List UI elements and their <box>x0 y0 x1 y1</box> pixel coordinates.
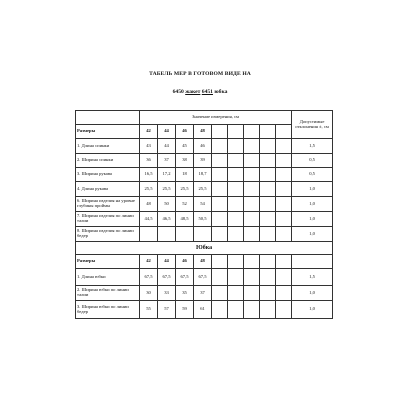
row-label: 1. Длина юбки <box>76 269 140 286</box>
empty-cell <box>212 286 228 301</box>
empty-cell <box>228 168 244 182</box>
skirt-sizes-row <box>76 255 333 269</box>
row-label: 7. Ширина изделия по линии талии <box>76 212 140 227</box>
empty-cell <box>244 197 260 212</box>
jacket-row <box>76 212 333 227</box>
tolerance-header: Допустимые отклонения ±, см <box>292 111 333 139</box>
value-cell: 55 <box>140 301 158 319</box>
empty-cell <box>244 168 260 182</box>
empty-cell <box>276 197 292 212</box>
value-cell: 45 <box>176 139 194 154</box>
row-label: 4. Длина рукава <box>76 182 140 197</box>
empty-cell <box>244 182 260 197</box>
skirt-size-cell: 46 <box>176 255 194 269</box>
jacket-row <box>76 197 333 212</box>
value-cell: 35 <box>176 286 194 301</box>
header-empty-cell <box>76 111 140 125</box>
value-cell: 37 <box>194 286 212 301</box>
empty-cell <box>228 212 244 227</box>
empty-cell <box>244 125 260 139</box>
empty-cell <box>212 197 228 212</box>
value-cell <box>194 227 212 242</box>
value-cell: 67,5 <box>176 269 194 286</box>
value-cell: 16,5 <box>140 168 158 182</box>
empty-cell <box>276 154 292 168</box>
empty-cell <box>212 227 228 242</box>
empty-cell <box>244 286 260 301</box>
skirt-row <box>76 269 333 286</box>
value-cell: 46 <box>194 139 212 154</box>
value-cell: 37 <box>158 154 176 168</box>
model-jacket-number: 6450 <box>172 89 184 95</box>
empty-cell <box>228 269 244 286</box>
value-cell: 48,5 <box>176 212 194 227</box>
empty-cell <box>212 125 228 139</box>
tolerance-cell: 1,0 <box>292 212 333 227</box>
empty-cell <box>260 182 276 197</box>
value-cell: 25,5 <box>140 182 158 197</box>
empty-cell <box>212 182 228 197</box>
tolerance-cell: 1,5 <box>292 269 333 286</box>
value-cell <box>158 227 176 242</box>
value-cell: 67,5 <box>158 269 176 286</box>
tolerance-cell: 1,0 <box>292 227 333 242</box>
value-cell: 18,7 <box>194 168 212 182</box>
measurements-table <box>75 110 333 319</box>
empty-cell <box>260 125 276 139</box>
skirt-row <box>76 301 333 319</box>
empty-cell <box>228 125 244 139</box>
value-cell: 38 <box>176 154 194 168</box>
empty-cell <box>260 301 276 319</box>
empty-cell <box>276 182 292 197</box>
empty-cell <box>228 227 244 242</box>
empty-cell <box>244 255 260 269</box>
value-cell: 48 <box>140 197 158 212</box>
value-cell: 39 <box>194 154 212 168</box>
jacket-size-cell: 46 <box>176 125 194 139</box>
value-cell <box>140 227 158 242</box>
skirt-section-row <box>76 242 333 255</box>
empty-cell <box>212 269 228 286</box>
empty-cell <box>212 255 228 269</box>
empty-cell <box>276 255 292 269</box>
document-title: ТАБЕЛЬ МЕР В ГОТОВОМ ВИДЕ НА <box>149 71 251 77</box>
value-cell: 67,5 <box>194 269 212 286</box>
empty-cell <box>228 139 244 154</box>
jacket-row <box>76 154 333 168</box>
empty-cell <box>228 197 244 212</box>
value-cell: 25,5 <box>158 182 176 197</box>
model-skirt-number: 6451 <box>201 89 213 95</box>
value-cell: 30 <box>140 286 158 301</box>
value-cell: 36 <box>140 154 158 168</box>
empty-cell <box>260 154 276 168</box>
value-cell: 54 <box>194 197 212 212</box>
jacket-sizes-label: Размеры <box>76 125 140 139</box>
empty-cell <box>212 168 228 182</box>
row-label: 2. Ширина юбки по линии талии <box>76 286 140 301</box>
empty-cell <box>212 301 228 319</box>
row-label: 8. Ширина изделия по линии бедер <box>76 227 140 242</box>
empty-cell <box>244 139 260 154</box>
row-label: 1. Длина спинки <box>76 139 140 154</box>
empty-cell <box>244 269 260 286</box>
skirt-section-title: Юбка <box>76 242 333 255</box>
empty-cell <box>244 227 260 242</box>
empty-cell <box>244 301 260 319</box>
empty-cell <box>212 212 228 227</box>
value-cell: 25,5 <box>176 182 194 197</box>
value-cell: 33 <box>158 286 176 301</box>
jacket-row <box>76 182 333 197</box>
row-label: 2. Ширина спинки <box>76 154 140 168</box>
empty-cell <box>276 269 292 286</box>
empty-cell <box>276 301 292 319</box>
value-cell <box>176 227 194 242</box>
empty-cell <box>276 139 292 154</box>
document-subtitle <box>0 89 400 95</box>
jacket-size-cell: 44 <box>158 125 176 139</box>
empty-cell <box>276 286 292 301</box>
model-skirt-label: юбка <box>214 89 228 95</box>
tolerance-cell: 1,0 <box>292 182 333 197</box>
empty-cell <box>276 227 292 242</box>
empty-cell <box>260 197 276 212</box>
empty-cell <box>244 212 260 227</box>
value-cell: 25,5 <box>194 182 212 197</box>
value-cell: 43 <box>140 139 158 154</box>
empty-cell <box>228 301 244 319</box>
value-cell: 61 <box>194 301 212 319</box>
measurements-body <box>76 111 333 319</box>
jacket-row <box>76 139 333 154</box>
empty-cell <box>260 286 276 301</box>
empty-cell <box>228 154 244 168</box>
empty-cell <box>276 168 292 182</box>
skirt-size-cell: 44 <box>158 255 176 269</box>
jacket-row <box>76 227 333 242</box>
empty-cell <box>276 125 292 139</box>
skirt-size-cell: 42 <box>140 255 158 269</box>
model-jacket-label: жакет <box>185 89 201 95</box>
value-cell: 57 <box>158 301 176 319</box>
tolerance-cell: 1,0 <box>292 301 333 319</box>
empty-cell <box>260 227 276 242</box>
empty-cell <box>260 255 276 269</box>
jacket-row <box>76 168 333 182</box>
value-cell: 50 <box>158 197 176 212</box>
measure-value-header: Значение измерения, см <box>140 111 292 125</box>
empty-cell <box>260 139 276 154</box>
jacket-size-cell: 42 <box>140 125 158 139</box>
empty-cell <box>260 168 276 182</box>
empty-cell <box>228 255 244 269</box>
empty-cell <box>212 139 228 154</box>
empty-cell <box>260 212 276 227</box>
value-cell: 52 <box>176 197 194 212</box>
value-cell: 67,5 <box>140 269 158 286</box>
value-cell: 18 <box>176 168 194 182</box>
skirt-size-cell: 48 <box>194 255 212 269</box>
empty-cell <box>228 182 244 197</box>
value-cell: 59 <box>176 301 194 319</box>
skirt-row <box>76 286 333 301</box>
tolerance-cell: 1,0 <box>292 286 333 301</box>
empty-cell <box>244 154 260 168</box>
value-cell: 50,5 <box>194 212 212 227</box>
tolerance-cell: 1,0 <box>292 197 333 212</box>
empty-cell <box>260 269 276 286</box>
value-cell: 44,5 <box>140 212 158 227</box>
value-cell: 46,5 <box>158 212 176 227</box>
value-cell: 17,2 <box>158 168 176 182</box>
skirt-sizes-label: Размеры <box>76 255 140 269</box>
tolerance-cell: 0,5 <box>292 154 333 168</box>
jacket-size-cell: 48 <box>194 125 212 139</box>
header-row <box>76 111 333 125</box>
value-cell: 44 <box>158 139 176 154</box>
empty-cell <box>276 212 292 227</box>
empty-cell <box>228 286 244 301</box>
tolerance-cell: 1,5 <box>292 139 333 154</box>
tolerance-cell: 0,5 <box>292 168 333 182</box>
row-label: 3. Ширина юбки по линии бедер <box>76 301 140 319</box>
row-label: 3. Ширина рукава <box>76 168 140 182</box>
row-label: 6. Ширина изделия на уровне глубины проймы <box>76 197 140 212</box>
empty-cell <box>212 154 228 168</box>
empty-cell <box>292 255 333 269</box>
